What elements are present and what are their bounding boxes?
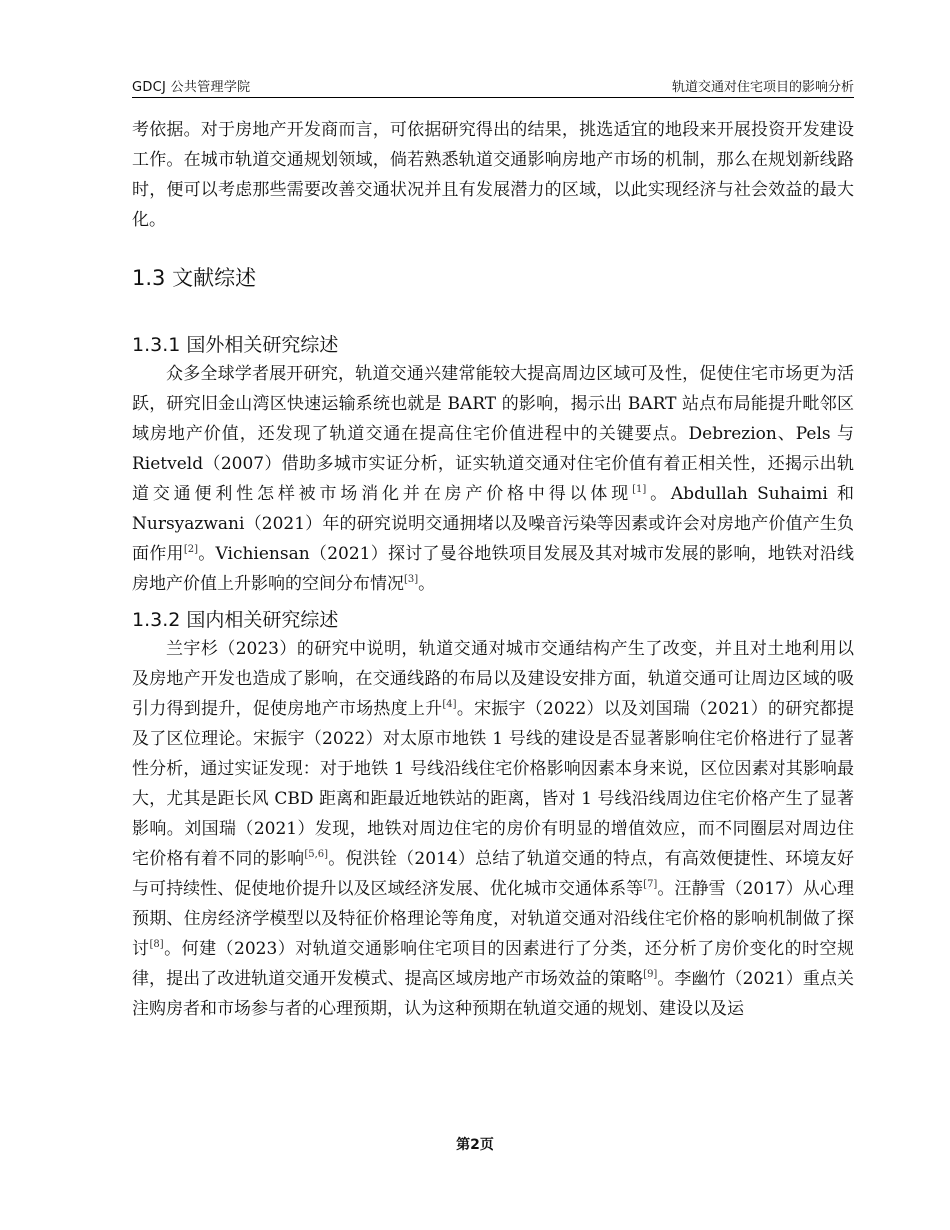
domestic-text-2: 。宋振宇（2022）以及刘国瑞（2021）的研究都提及了区位理论。宋振宇（2022）对太原市地铁 1 号线的建设是否显著影响住宅价格进行了显著性分析，通过实证发现：对于地铁 1 号线沿线住宅价格影响因素本身来说，区位因素对其影响最大，尤其是距长风 CBD 距离和距最近地铁站的距离，皆对 1 号线沿线周边住宅价格产生了显著影响。刘国瑞（2021）发现，地铁对周边住宅的房价有明显的增值效应，而不同圈层对周边住宅价格有着不同的影响 — [132, 699, 854, 869]
domestic-text-5: 。何建（2023）对轨道交通影响住宅项目的因素进行了分类，还分析了房价变化的时空规律，提出了改进轨道交通开发模式、提高区域房地产市场效益的策略 — [132, 939, 855, 989]
citation-8: [8] — [149, 939, 164, 950]
foreign-text-1: 众多全球学者展开研究，轨道交通兴建常能较大提高周边区域可及性，促使住宅市场更为活跃，研究旧金山湾区快速运输系统也就是 BART 的影响，揭示出 BART 站点布局能提升毗邻区域房地产价值，还发现了轨道交通在提高住宅价值进程中的关键要点。Debrezion、Pels 与 Rietveld（2007）借助多城市实证分析，证实轨道交通对住宅价值有着正相关性，还揭示出轨道交通便利性怎样被市场消化并在房产价格中得以体现 — [132, 364, 854, 504]
section-1-3-heading-wrap — [132, 235, 854, 314]
domestic-text-1: 兰宇杉（2023）的研究中说明，轨道交通对城市交通结构产生了改变，并且对土地利用以及房地产开发也造成了影响，在交通线路的布局以及建设安排方面，轨道交通可让周边区域的吸引力得到提升，促使房地产市场热度上升 — [132, 639, 854, 719]
section-1-3-heading: 1.3 文献综述 — [132, 266, 257, 290]
citation-9: [9] — [643, 969, 658, 980]
section-1-3-1-heading-wrap — [132, 314, 854, 359]
section-1-3-2-heading: 1.3.2 国内相关研究综述 — [132, 609, 339, 631]
foreign-text-3: 。Vichiensan（2021）探讨了曼谷地铁项目发展及其对城市发展的影响，地铁对沿线房地产价值上升影响的空间分布情况 — [132, 544, 855, 594]
domestic-text-4: 。汪静雪（2017）从心理预期、住房经济学模型以及特征价格理论等角度，对轨道交通对沿线住宅价格的影响机制做了探讨 — [132, 879, 854, 959]
domestic-text-6: 。李幽竹（2021）重点关注购房者和市场参与者的心理预期，认为这种预期在轨道交通的规划、建设以及运 — [132, 969, 854, 1019]
domestic-research-paragraph — [132, 634, 854, 1024]
citation-7: [7] — [643, 879, 658, 890]
page-number: 第2页 — [456, 1137, 494, 1153]
intro-paragraph: 考依据。对于房地产开发商而言，可依据研究得出的结果，挑选适宜的地段来开展投资开发建设工作。在城市轨道交通规划领域，倘若熟悉轨道交通影响房地产市场的机制，那么在规划新线路时，便可以考虑那些需要改善交通状况并且有发展潜力的区域，以此实现经济与社会效益的最大化。 — [132, 120, 854, 230]
citation-2: [2] — [183, 544, 198, 555]
header-divider — [132, 97, 854, 98]
citation-3: [3] — [404, 574, 419, 585]
section-1-3-1-heading: 1.3.1 国外相关研究综述 — [132, 334, 339, 356]
page-header — [132, 76, 854, 96]
foreign-research-paragraph — [132, 359, 854, 599]
citation-5-6: [5,6] — [304, 849, 329, 860]
citation-4: [4] — [442, 699, 457, 710]
page-body — [132, 115, 854, 1024]
foreign-text-4: 。 — [418, 574, 436, 594]
foreign-text-2: 。Abdullah Suhaimi 和 Nursyazwani（2021）年的研究说明交通拥堵以及噪音污染等因素或许会对房地产价值产生负面作用 — [132, 484, 855, 564]
header-institution: GDCJ 公共管理学院 — [132, 80, 251, 95]
citation-1: [1] — [632, 484, 647, 495]
header-title: 轨道交通对住宅项目的影响分析 — [671, 80, 854, 95]
section-1-3-2-heading-wrap — [132, 599, 854, 634]
domestic-text-3: 。倪洪铨（2014）总结了轨道交通的特点，有高效便捷性、环境友好与可持续性、促使地价提升以及区域经济发展、优化城市交通体系等 — [132, 849, 854, 899]
